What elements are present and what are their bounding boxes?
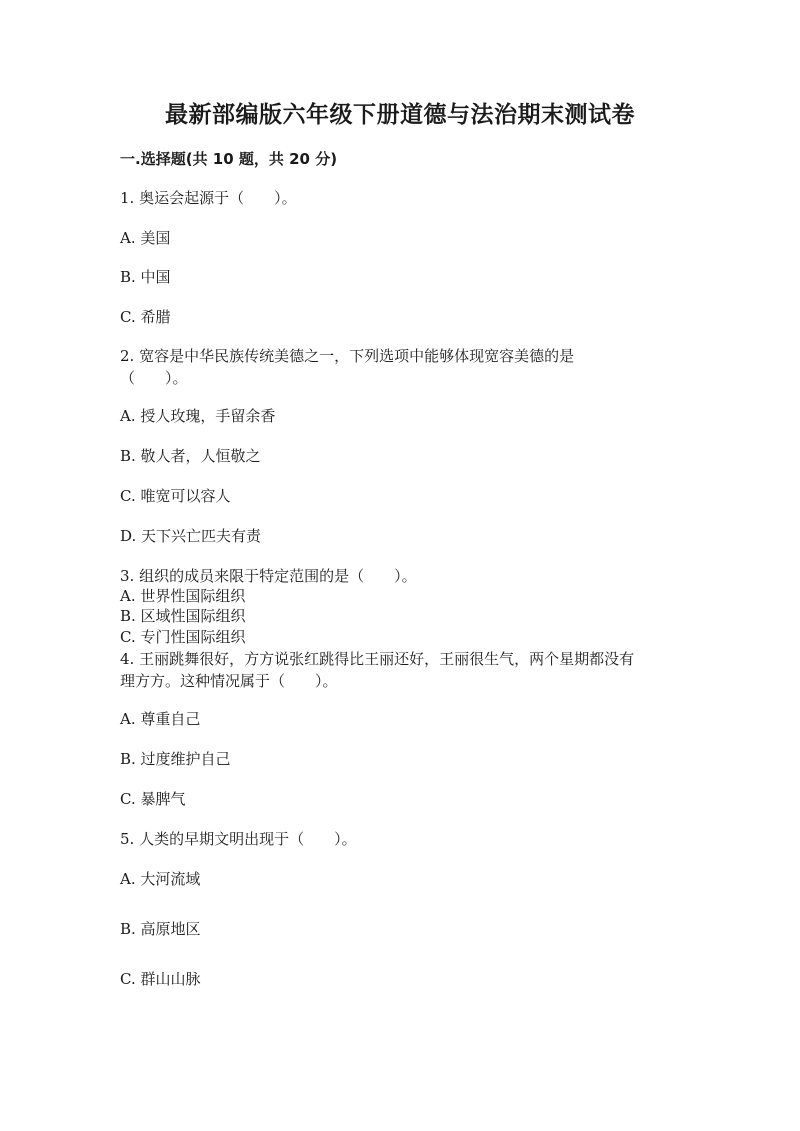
- question-2-option-b: B. 敬人者，人恒敬之: [120, 447, 261, 465]
- question-2-option-a: A. 授人玫瑰，手留余香: [120, 407, 276, 425]
- question-2-stem-line-2: （ ）。: [120, 369, 188, 387]
- question-4-option-a: A. 尊重自己: [120, 710, 201, 728]
- question-1-option-b: B. 中国: [120, 268, 171, 286]
- question-3-option-b: B. 区域性国际组织: [120, 607, 246, 625]
- question-5-option-a: A. 大河流域: [120, 870, 201, 888]
- question-1-option-a: A. 美国: [120, 229, 171, 247]
- question-4-stem-line-2: 理方方。这种情况属于（ ）。: [120, 672, 338, 690]
- question-3-option-a: A. 世界性国际组织: [120, 587, 246, 605]
- question-2-stem-line-1: 2. 宽容是中华民族传统美德之一，下列选项中能够体现宽容美德的是: [120, 347, 575, 365]
- question-4-option-b: B. 过度维护自己: [120, 750, 231, 768]
- question-5-stem: 5. 人类的早期文明出现于（ ）。: [120, 830, 357, 848]
- question-5-option-c: C. 群山山脉: [120, 970, 201, 988]
- question-4-option-c: C. 暴脾气: [120, 790, 186, 808]
- section-heading: 一.选择题(共 10 题，共 20 分): [120, 150, 338, 168]
- question-1-option-c: C. 希腊: [120, 308, 171, 326]
- question-3-stem: 3. 组织的成员来限于特定范围的是（ ）。: [120, 567, 417, 585]
- question-4-stem-line-1: 4. 王丽跳舞很好，方方说张红跳得比王丽还好，王丽很生气，两个星期都没有: [120, 650, 635, 668]
- question-3-option-c: C. 专门性国际组织: [120, 628, 246, 646]
- page-title: 最新部编版六年级下册道德与法治期末测试卷: [165, 102, 635, 128]
- question-5-option-b: B. 高原地区: [120, 920, 201, 938]
- question-1-stem: 1. 奥运会起源于（ ）。: [120, 189, 297, 207]
- question-2-option-d: D. 天下兴亡匹夫有责: [120, 527, 262, 545]
- question-2-option-c: C. 唯宽可以容人: [120, 487, 231, 505]
